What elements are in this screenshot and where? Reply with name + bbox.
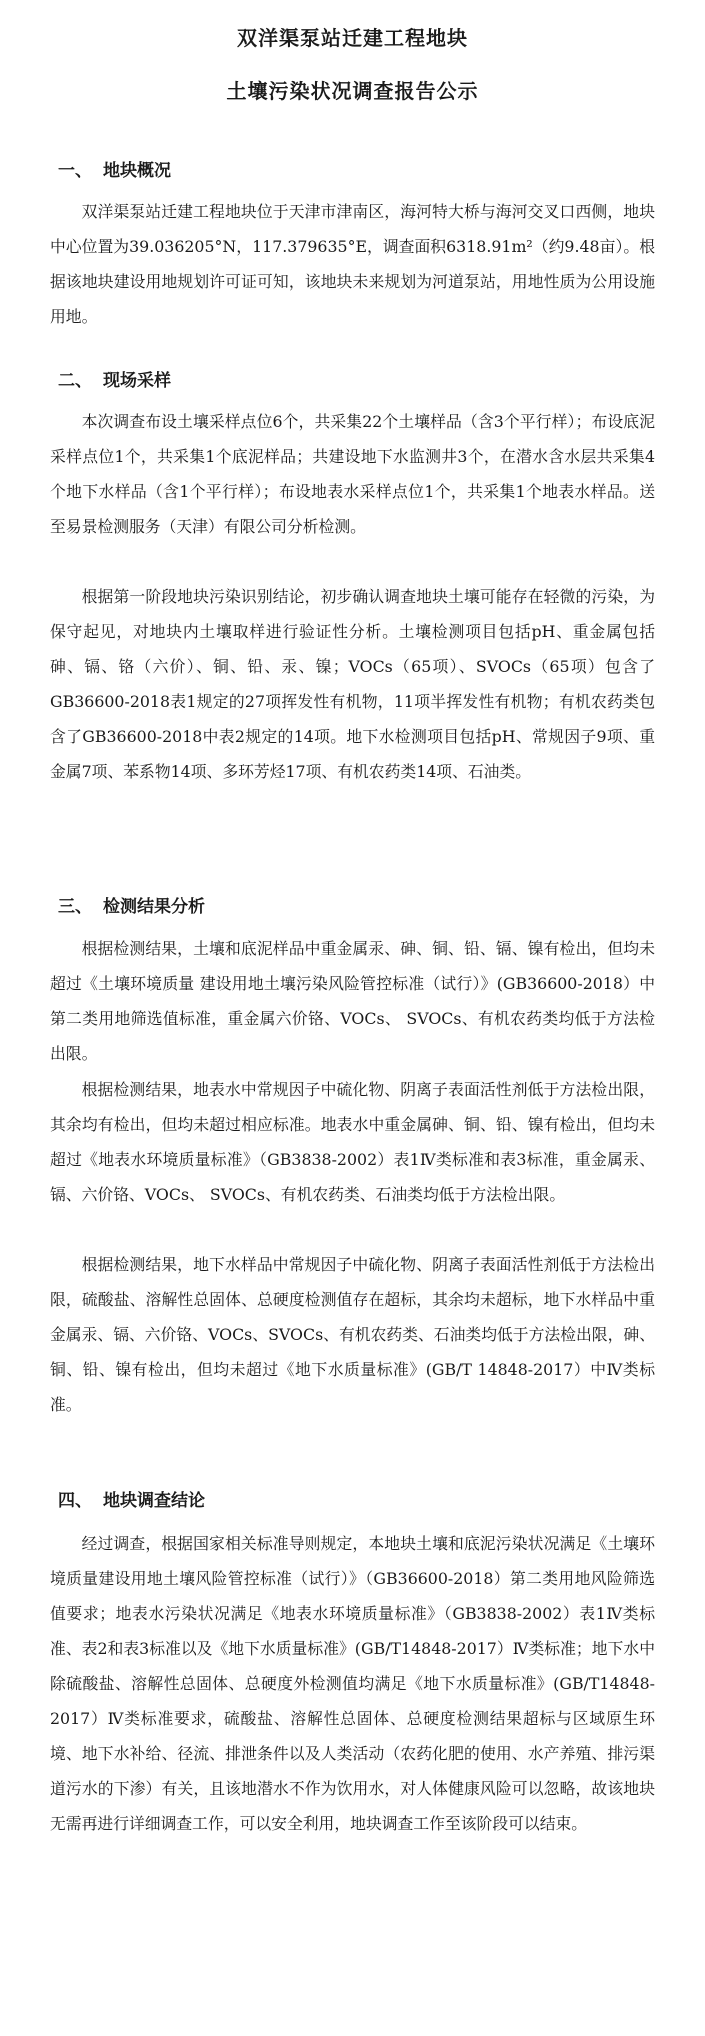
section-3-paragraph-3: 根据检测结果，地下水样品中常规因子中硫化物、阴离子表面活性剂低于方法检出限，硫酸盐、溶解性总固体、总硬度检测值存在超标，其余均未超标，地下水样品中重金属汞、镉、六价铬、VOCs、SVOCs、有机农药类、石油类均低于方法检出限，砷、铜、铅、镍有检出，但均未超过《地下水质量标准》(GB/T 14848-2017）中Ⅳ类标准。	[50, 1255, 655, 1414]
section-number: 四、	[58, 1491, 92, 1511]
section-2-paragraph-2: 根据第一阶段地块污染识别结论，初步确认调查地块土壤可能存在轻微的污染，为保守起见，对地块内土壤取样进行验证性分析。土壤检测项目包括pH、重金属包括砷、镉、铬（六价）、铜、铅、汞、镍；VOCs（65项）、SVOCs（65项）包含了GB36600-2018表1规定的27项挥发性有机物，11项半挥发性有机物；有机农药类包含了GB36600-2018中表2规定的14项。地下水检测项目包括pH、常规因子9项、重金属7项、苯系物14项、多环芳烃17项、有机农药类14项、石油类。	[50, 587, 655, 781]
section-2-paragraph-1: 本次调查布设土壤采样点位6个，共采集22个土壤样品（含3个平行样）；布设底泥采样点位1个，共采集1个底泥样品；共建设地下水监测井3个，在潜水含水层共采集4个地下水样品（含1个平行样）；布设地表水采样点位1个，共采集1个地表水样品。送至易景检测服务（天津）有限公司分析检测。	[50, 412, 655, 536]
section-heading-3	[58, 892, 205, 917]
section-heading-4	[58, 1486, 205, 1511]
section-3-paragraph-2: 根据检测结果，地表水中常规因子中硫化物、阴离子表面活性剂低于方法检出限，其余均有检出，但均未超过相应标准。地表水中重金属砷、铜、铅、镍有检出，但均未超过《地表水环境质量标准》（GB3838-2002）表1Ⅳ类标准和表3标准，重金属汞、镉、六价铬、VOCs、 SVOCs、有机农药类、石油类均低于方法检出限。	[50, 1080, 655, 1204]
section-number: 二、	[58, 371, 92, 391]
document-title-line-2: 土壤污染状况调查报告公示	[226, 79, 479, 103]
section-number: 一、	[58, 161, 92, 181]
section-4-paragraph-1: 经过调查，根据国家相关标准导则规定，本地块土壤和底泥污染状况满足《土壤环境质量建设用地土壤风险管控标准（试行）》（GB36600-2018）第二类用地风险筛选值要求；地表水污染状况满足《地表水环境质量标准》（GB3838-2002）表1Ⅳ类标准、表2和表3标准以及《地下水质量标准》(GB/T14848-2017）Ⅳ类标准；地下水中除硫酸盐、溶解性总固体、总硬度外检测值均满足《地下水质量标准》(GB/T14848-2017）Ⅳ类标准要求，硫酸盐、溶解性总固体、总硬度检测结果超标与区域原生环境、地下水补给、径流、排泄条件以及人类活动（农药化肥的使用、水产养殖、排污渠道污水的下渗）有关，且该地潜水不作为饮用水，对人体健康风险可以忽略，故该地块无需再进行详细调查工作，可以安全利用，地块调查工作至该阶段可以结束。	[50, 1534, 655, 1833]
section-1-paragraph-1: 双洋渠泵站迁建工程地块位于天津市津南区，海河特大桥与海河交叉口西侧，地块中心位置为39.036205°N，117.379635°E，调查面积6318.91m²（约9.48亩）。根据该地块建设用地规划许可证可知，该地块未来规划为河道泵站，用地性质为公用设施用地。	[50, 202, 655, 326]
section-3-paragraph-1: 根据检测结果，土壤和底泥样品中重金属汞、砷、铜、铅、镉、镍有检出，但均未超过《土壤环境质量 建设用地土壤污染风险管控标准（试行）》(GB36600-2018）中第二类用地筛选值标准，重金属六价铬、VOCs、 SVOCs、有机农药类均低于方法检出限。	[50, 939, 655, 1063]
document-title-line-1: 双洋渠泵站迁建工程地块	[237, 26, 468, 50]
section-heading-2	[58, 366, 171, 391]
section-title: 现场采样	[103, 371, 171, 391]
section-number: 三、	[58, 897, 92, 917]
section-title: 地块调查结论	[103, 1491, 205, 1511]
section-title: 地块概况	[103, 161, 171, 181]
section-title: 检测结果分析	[103, 897, 205, 917]
section-heading-1	[58, 156, 171, 181]
